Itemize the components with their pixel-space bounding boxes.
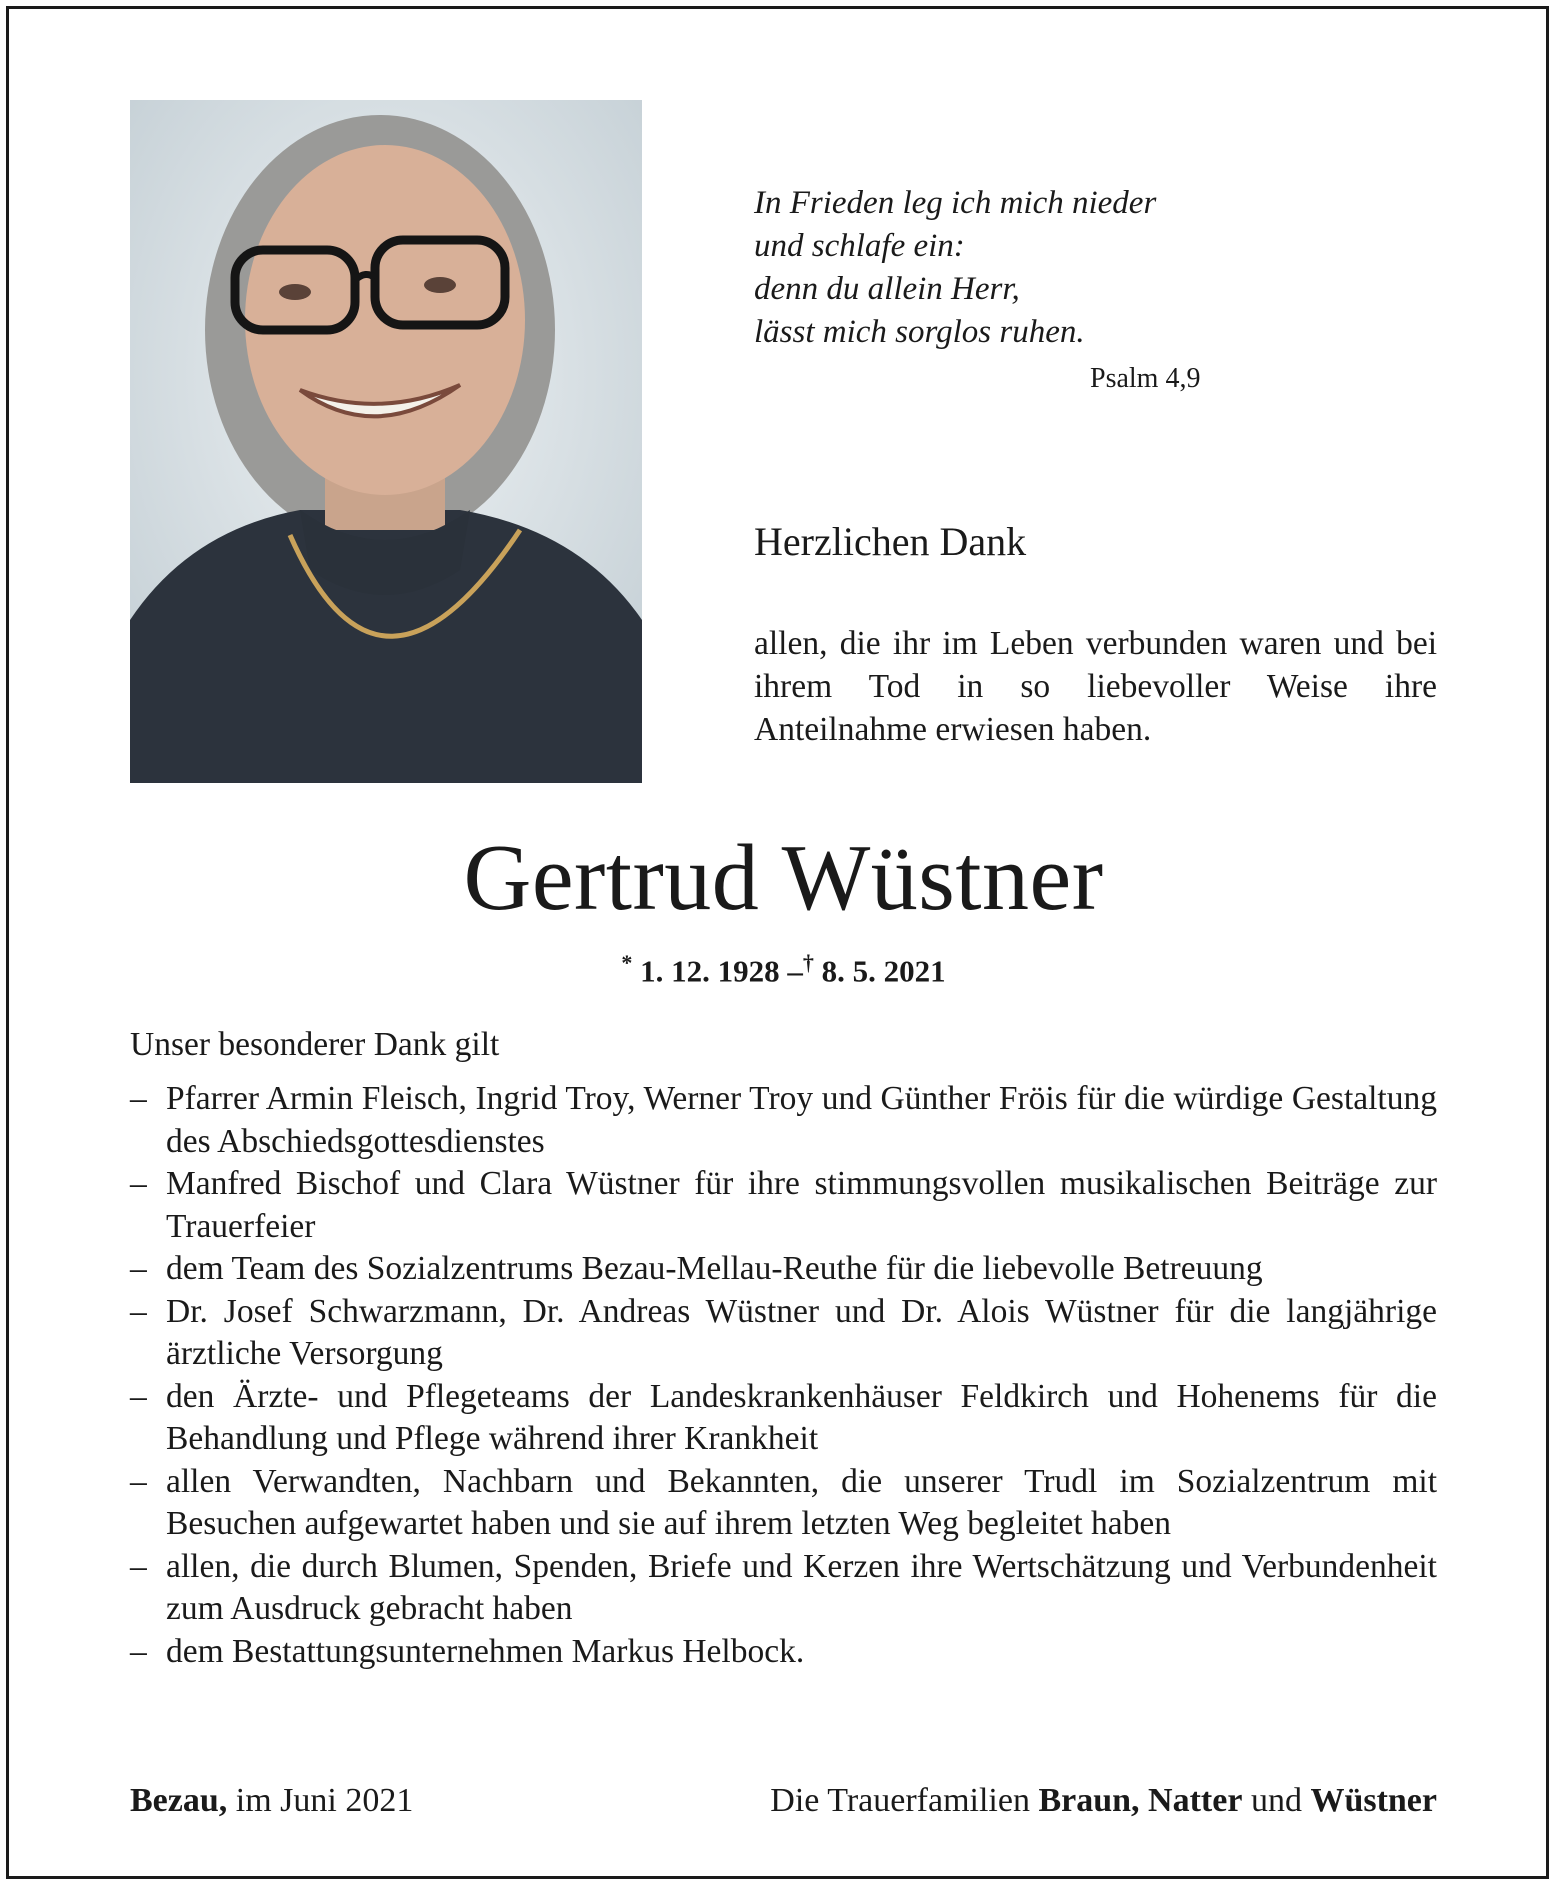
psalm-verse bbox=[754, 182, 1274, 354]
verse-line: denn du allein Herr, bbox=[754, 271, 1020, 307]
place-date bbox=[130, 1782, 413, 1820]
death-date: 8. 5. 2021 bbox=[821, 953, 946, 989]
conjunction: und bbox=[1250, 1782, 1302, 1819]
family-name: Wüstner bbox=[1310, 1782, 1437, 1819]
thanks-paragraph: allen, die ihr im Leben verbunden waren und bei ihrem Tod in so liebevoller Weise ihre Anteilnahme erwiesen haben. bbox=[754, 625, 1437, 748]
list-item-text: dem Bestattungsunternehmen Markus Helbock. bbox=[166, 1632, 805, 1670]
list-item bbox=[130, 1376, 1437, 1461]
list-item bbox=[130, 1546, 1437, 1631]
list-item bbox=[130, 1248, 1437, 1291]
list-item-text: den Ärzte- und Pflegeteams der Landeskrankenhäuser Feldkirch und Hohenems für die Behandlung und Pflege während ihrer Krankheit bbox=[166, 1377, 1437, 1457]
verse-reference: Psalm 4,9 bbox=[1090, 363, 1201, 394]
list-dash: – bbox=[130, 1292, 147, 1330]
list-item bbox=[130, 1163, 1437, 1248]
deceased-name: Gertrud Wüstner bbox=[463, 826, 1104, 930]
acknowledgements-list bbox=[130, 1078, 1437, 1673]
list-dash: – bbox=[130, 1165, 147, 1202]
birth-symbol: * bbox=[621, 950, 633, 975]
list-item bbox=[130, 1291, 1437, 1376]
family-name: Natter bbox=[1148, 1782, 1243, 1819]
verse-line: und schlafe ein: bbox=[754, 228, 965, 264]
list-item-text: Pfarrer Armin Fleisch, Ingrid Troy, Werner Troy und Günther Fröis für die würdige Gestaltung des Abschiedsgottesdienstes bbox=[166, 1080, 1437, 1160]
list-dash: – bbox=[130, 1632, 147, 1670]
families-prefix: Die Trauerfamilien bbox=[770, 1782, 1030, 1819]
date: im Juni 2021 bbox=[235, 1782, 414, 1819]
life-dates bbox=[0, 950, 1567, 989]
list-item bbox=[130, 1631, 1437, 1674]
acknowledgements-intro: Unser besonderer Dank gilt bbox=[130, 1026, 500, 1063]
list-item-text: allen, die durch Blumen, Spenden, Briefe und Kerzen ihre Wertschätzung und Verbundenheit zum Ausdruck gebracht haben bbox=[166, 1547, 1437, 1627]
mourning-families bbox=[770, 1782, 1437, 1820]
list-item-text: Manfred Bischof und Clara Wüstner für ihre stimmungsvollen musikalischen Beiträge zur Trauerfeier bbox=[166, 1165, 1437, 1245]
birth-date: 1. 12. 1928 bbox=[640, 953, 780, 989]
list-item bbox=[130, 1461, 1437, 1546]
list-dash: – bbox=[130, 1462, 147, 1500]
place: Bezau, bbox=[130, 1782, 228, 1819]
verse-line: lässt mich sorglos ruhen. bbox=[754, 314, 1085, 350]
portrait-photo bbox=[130, 100, 642, 783]
thanks-heading: Herzlichen Dank bbox=[754, 519, 1027, 564]
list-item bbox=[130, 1078, 1437, 1163]
date-separator: – bbox=[787, 953, 803, 989]
list-dash: – bbox=[130, 1250, 147, 1287]
verse-line: In Frieden leg ich mich nieder bbox=[754, 185, 1157, 221]
list-dash: – bbox=[130, 1547, 147, 1585]
list-item-text: Dr. Josef Schwarzmann, Dr. Andreas Wüstner und Dr. Alois Wüstner für die langjährige ärztliche Versorgung bbox=[166, 1292, 1437, 1372]
list-dash: – bbox=[130, 1080, 147, 1117]
death-symbol: † bbox=[802, 950, 814, 975]
list-item-text: dem Team des Sozialzentrums Bezau-Mellau-Reuthe für die liebevolle Betreuung bbox=[166, 1250, 1263, 1287]
list-dash: – bbox=[130, 1377, 147, 1415]
family-name: Braun, bbox=[1038, 1782, 1140, 1819]
list-item-text: allen Verwandten, Nachbarn und Bekannten, die unserer Trudl im Sozialzentrum mit Besuchen aufgewartet haben und sie auf ihrem letzten Weg begleitet haben bbox=[166, 1462, 1437, 1542]
